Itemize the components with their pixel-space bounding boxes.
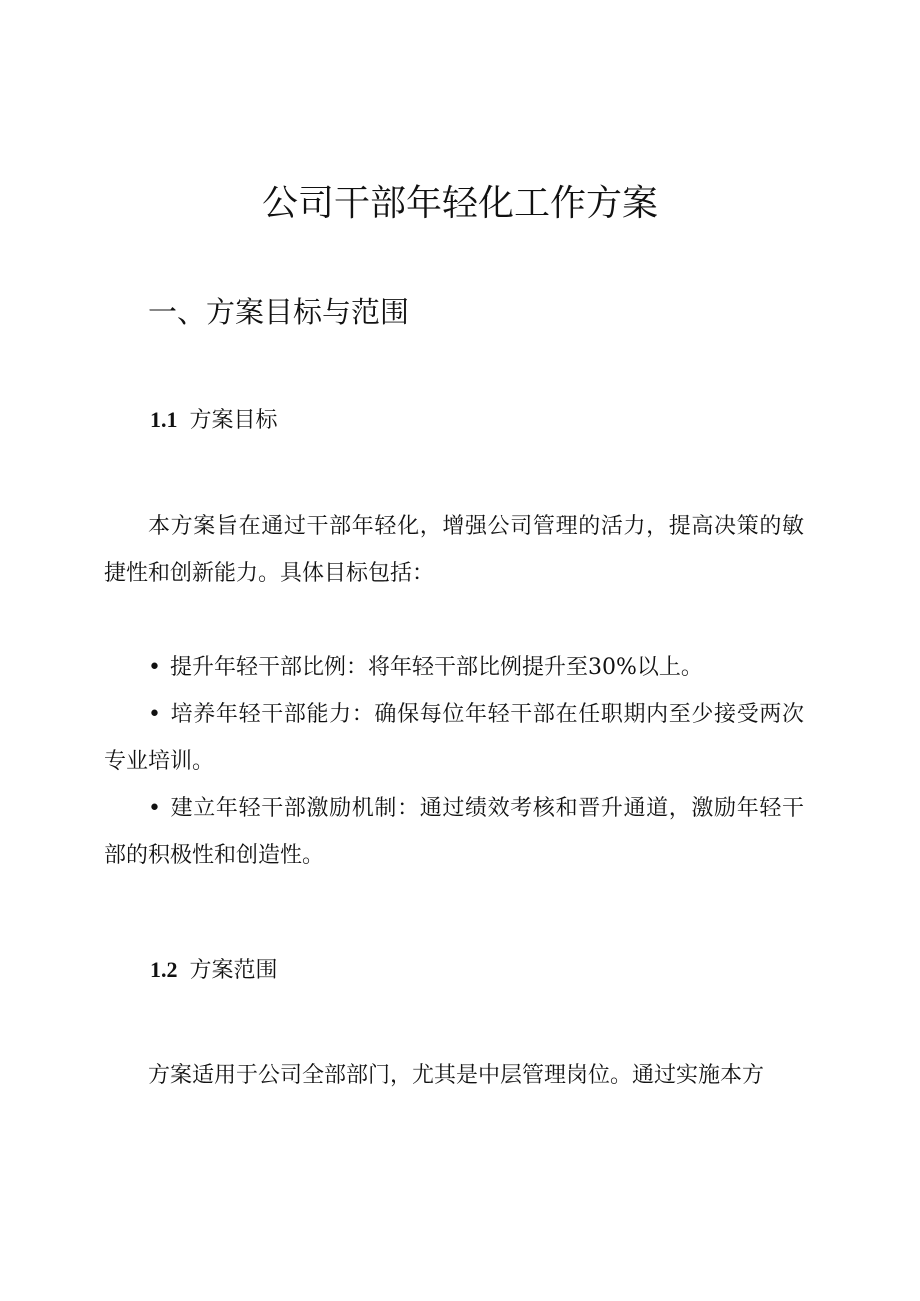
list-item-text: 培养年轻干部能力：确保每位年轻干部在任职期内至少接受两次专业培训。 [104, 702, 804, 774]
goal-paragraph: 本方案旨在通过干部年轻化，增强公司管理的活力，提高决策的敏捷性和创新能力。具体目标包括： [104, 514, 804, 586]
scope-paragraph: 方案适用于公司全部部门，尤其是中层管理岗位。通过实施本方 [148, 1063, 765, 1088]
subsection-heading-1-1 [150, 405, 278, 436]
list-item-text: 建立年轻干部激励机制：通过绩效考核和晋升通道，激励年轻干部的积极性和创造性。 [104, 796, 804, 868]
bullet-icon: • [148, 655, 161, 680]
list-item [104, 785, 804, 879]
list-item-text: 提升年轻干部比例：将年轻干部比例提升至30%以上。 [170, 655, 703, 680]
bullet-icon: • [148, 702, 161, 727]
subsection-title: 方案目标 [189, 408, 278, 433]
list-item [104, 644, 804, 691]
document-title: 公司干部年轻化工作方案 [261, 183, 658, 224]
subsection-heading-1-2 [150, 955, 278, 986]
section-heading-1: 一、方案目标与范围 [148, 295, 410, 329]
subsection-title: 方案范围 [189, 958, 278, 983]
list-item [104, 691, 804, 785]
goal-bullet-list [104, 644, 804, 879]
bullet-icon: • [148, 796, 161, 821]
subsection-number: 1.2 [150, 957, 178, 982]
subsection-number: 1.1 [150, 407, 178, 432]
